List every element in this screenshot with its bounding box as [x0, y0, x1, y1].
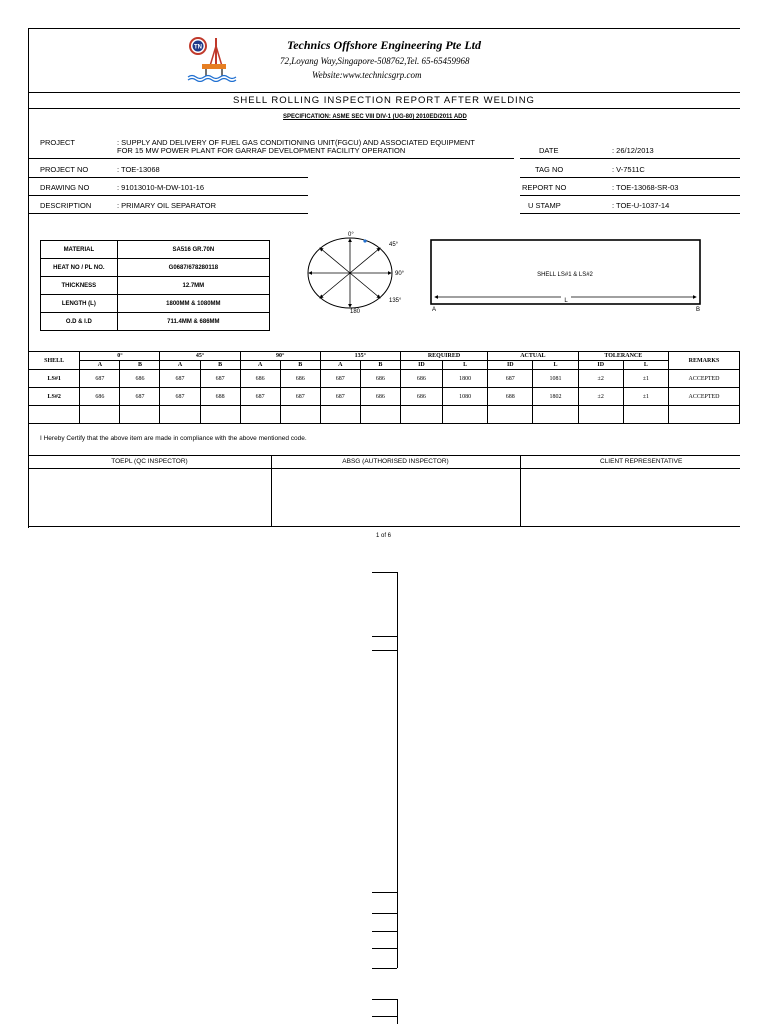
shell-id: LS#2 [29, 388, 80, 406]
table-cell: 687 [280, 388, 320, 406]
table-cell: 1081 [533, 370, 578, 388]
measurement-table [28, 351, 740, 424]
material-row [41, 241, 270, 259]
remarks-cell: ACCEPTED [669, 388, 740, 406]
subheader: L [442, 361, 487, 370]
table-cell: 686 [120, 370, 160, 388]
table-cell: 687 [320, 370, 360, 388]
table-cell: ±1 [623, 370, 668, 388]
diameter-value: 711.4MM & 686MM [117, 313, 269, 331]
heat-no-value: G0687/678280118 [117, 259, 269, 277]
table-cell: ±2 [578, 370, 623, 388]
certification-text: I Hereby Certify that the above item are made in compliance with the above mentioned code. [40, 435, 307, 442]
toepl-signature-label: TOEPL (QC INSPECTOR) [111, 458, 188, 465]
material-label: MATERIAL [41, 241, 118, 259]
table-cell: 688 [200, 388, 240, 406]
angle-45-label: 45° [389, 242, 399, 248]
group-45-header: 45° [160, 352, 240, 361]
table-subheader-row [29, 361, 740, 370]
tag-no-label: TAG NO [535, 165, 564, 174]
company-logo [184, 36, 244, 82]
u-stamp-label: U STAMP [528, 201, 561, 210]
remarks-header: REMARKS [669, 352, 740, 370]
end-b-label: B [696, 307, 701, 313]
angle-180-label: 180 [350, 309, 361, 315]
thickness-row [41, 277, 270, 295]
project-no-label: PROJECT NO [40, 165, 89, 174]
group-0-header: 0° [80, 352, 160, 361]
table-cell: 687 [160, 370, 200, 388]
group-required-header: REQUIRED [400, 352, 487, 361]
table-cell: 686 [360, 370, 400, 388]
angle-90-label: 90° [395, 271, 405, 277]
table-cell: 1802 [533, 388, 578, 406]
group-tolerance-header: TOLERANCE [578, 352, 668, 361]
heat-no-label: HEAT NO / PL NO. [41, 259, 118, 277]
table-cell: 686 [80, 388, 120, 406]
table-cell: 687 [160, 388, 200, 406]
table-cell: ±1 [623, 388, 668, 406]
subheader: B [360, 361, 400, 370]
remarks-cell: ACCEPTED [669, 370, 740, 388]
subheader: ID [578, 361, 623, 370]
shell-header: SHELL [29, 352, 80, 370]
diameter-row [41, 313, 270, 331]
angle-0-label: 0° [348, 232, 354, 238]
subheader: ID [400, 361, 442, 370]
table-cell: 686 [240, 370, 280, 388]
report-title: SHELL ROLLING INSPECTION REPORT AFTER WELDING [233, 95, 535, 106]
description-label: DESCRIPTION [40, 201, 92, 210]
length-label: LENGTH (L) [41, 295, 118, 313]
material-value: SA516 GR.70N [117, 241, 269, 259]
table-cell: 686 [400, 388, 442, 406]
subheader: B [120, 361, 160, 370]
subheader: B [200, 361, 240, 370]
diameter-label: O.D & I.D [41, 313, 118, 331]
table-row [29, 370, 740, 388]
group-actual-header: ACTUAL [488, 352, 578, 361]
table-cell: 686 [400, 370, 442, 388]
subheader: L [533, 361, 578, 370]
company-name: Technics Offshore Engineering Pte Ltd [287, 38, 482, 52]
table-cell: 687 [120, 388, 160, 406]
subheader: L [623, 361, 668, 370]
project-value-line2: FOR 15 MW POWER PLANT FOR GARRAF DEVELOPMENT FACILITY OPERATION [117, 146, 406, 155]
table-row [29, 388, 740, 406]
subheader: A [160, 361, 200, 370]
subheader: A [320, 361, 360, 370]
page-number: 1 of 6 [376, 533, 392, 539]
shell-id: LS#1 [29, 370, 80, 388]
group-90-header: 90° [240, 352, 320, 361]
subheader: A [80, 361, 120, 370]
subheader: A [240, 361, 280, 370]
drawing-no-label: DRAWING NO [40, 183, 90, 192]
date-label: DATE [539, 146, 559, 155]
table-cell: 688 [488, 388, 533, 406]
subheader: B [280, 361, 320, 370]
table-cell: ±2 [578, 388, 623, 406]
table-cell: 687 [240, 388, 280, 406]
table-header-row [29, 352, 740, 361]
table-cell: 687 [320, 388, 360, 406]
table-row-empty [29, 406, 740, 424]
drawing-no-value: : 91013010-M-DW-101-16 [117, 183, 204, 192]
specification: SPECIFICATION: ASME SEC VIII DIV-1 (UG-80) 2010ED/2011 ADD [283, 114, 467, 120]
length-row [41, 295, 270, 313]
description-value: : PRIMARY OIL SEPARATOR [117, 201, 217, 210]
table-cell: 687 [80, 370, 120, 388]
absg-signature-label: ABSG (AUTHORISED INSPECTOR) [342, 458, 449, 465]
report-no-label: REPORT NO [522, 183, 567, 192]
table-cell: 687 [488, 370, 533, 388]
shell-diagram [426, 236, 706, 316]
table-cell: 1080 [442, 388, 487, 406]
group-135-header: 135° [320, 352, 400, 361]
report-no-value: : TOE-13068-SR-03 [612, 183, 679, 192]
company-website: Website:www.technicsgrp.com [312, 70, 422, 80]
angle-135-label: 135° [389, 298, 402, 304]
tag-no-value: : V-7511C [612, 165, 645, 174]
circle-diagram [300, 226, 412, 318]
material-table [40, 240, 270, 331]
date-value: : 26/12/2013 [612, 146, 654, 155]
heat-no-row [41, 259, 270, 277]
subheader: ID [488, 361, 533, 370]
project-value-line1: : SUPPLY AND DELIVERY OF FUEL GAS CONDITIONING UNIT(FGCU) AND ASSOCIATED EQUIPMENT [117, 138, 475, 147]
thickness-value: 12.7MM [117, 277, 269, 295]
end-a-label: A [432, 307, 437, 313]
u-stamp-value: : TOE-U-1037-14 [612, 201, 670, 210]
length-marker-label: L [564, 298, 568, 304]
project-no-value: : TOE-13068 [117, 165, 160, 174]
table-cell: 687 [200, 370, 240, 388]
thickness-label: THICKNESS [41, 277, 118, 295]
project-label: PROJECT [40, 138, 76, 147]
company-address: 72,Loyang Way,Singapore-508762,Tel. 65-65459968 [280, 56, 470, 66]
logo-text: TN [194, 44, 202, 51]
table-cell: 1800 [442, 370, 487, 388]
length-value: 1800MM & 1080MM [117, 295, 269, 313]
table-cell: 686 [360, 388, 400, 406]
shell-label: SHELL LS#1 & LS#2 [537, 272, 593, 278]
table-cell: 686 [280, 370, 320, 388]
client-signature-label: CLIENT REPRESENTATIVE [600, 458, 683, 465]
